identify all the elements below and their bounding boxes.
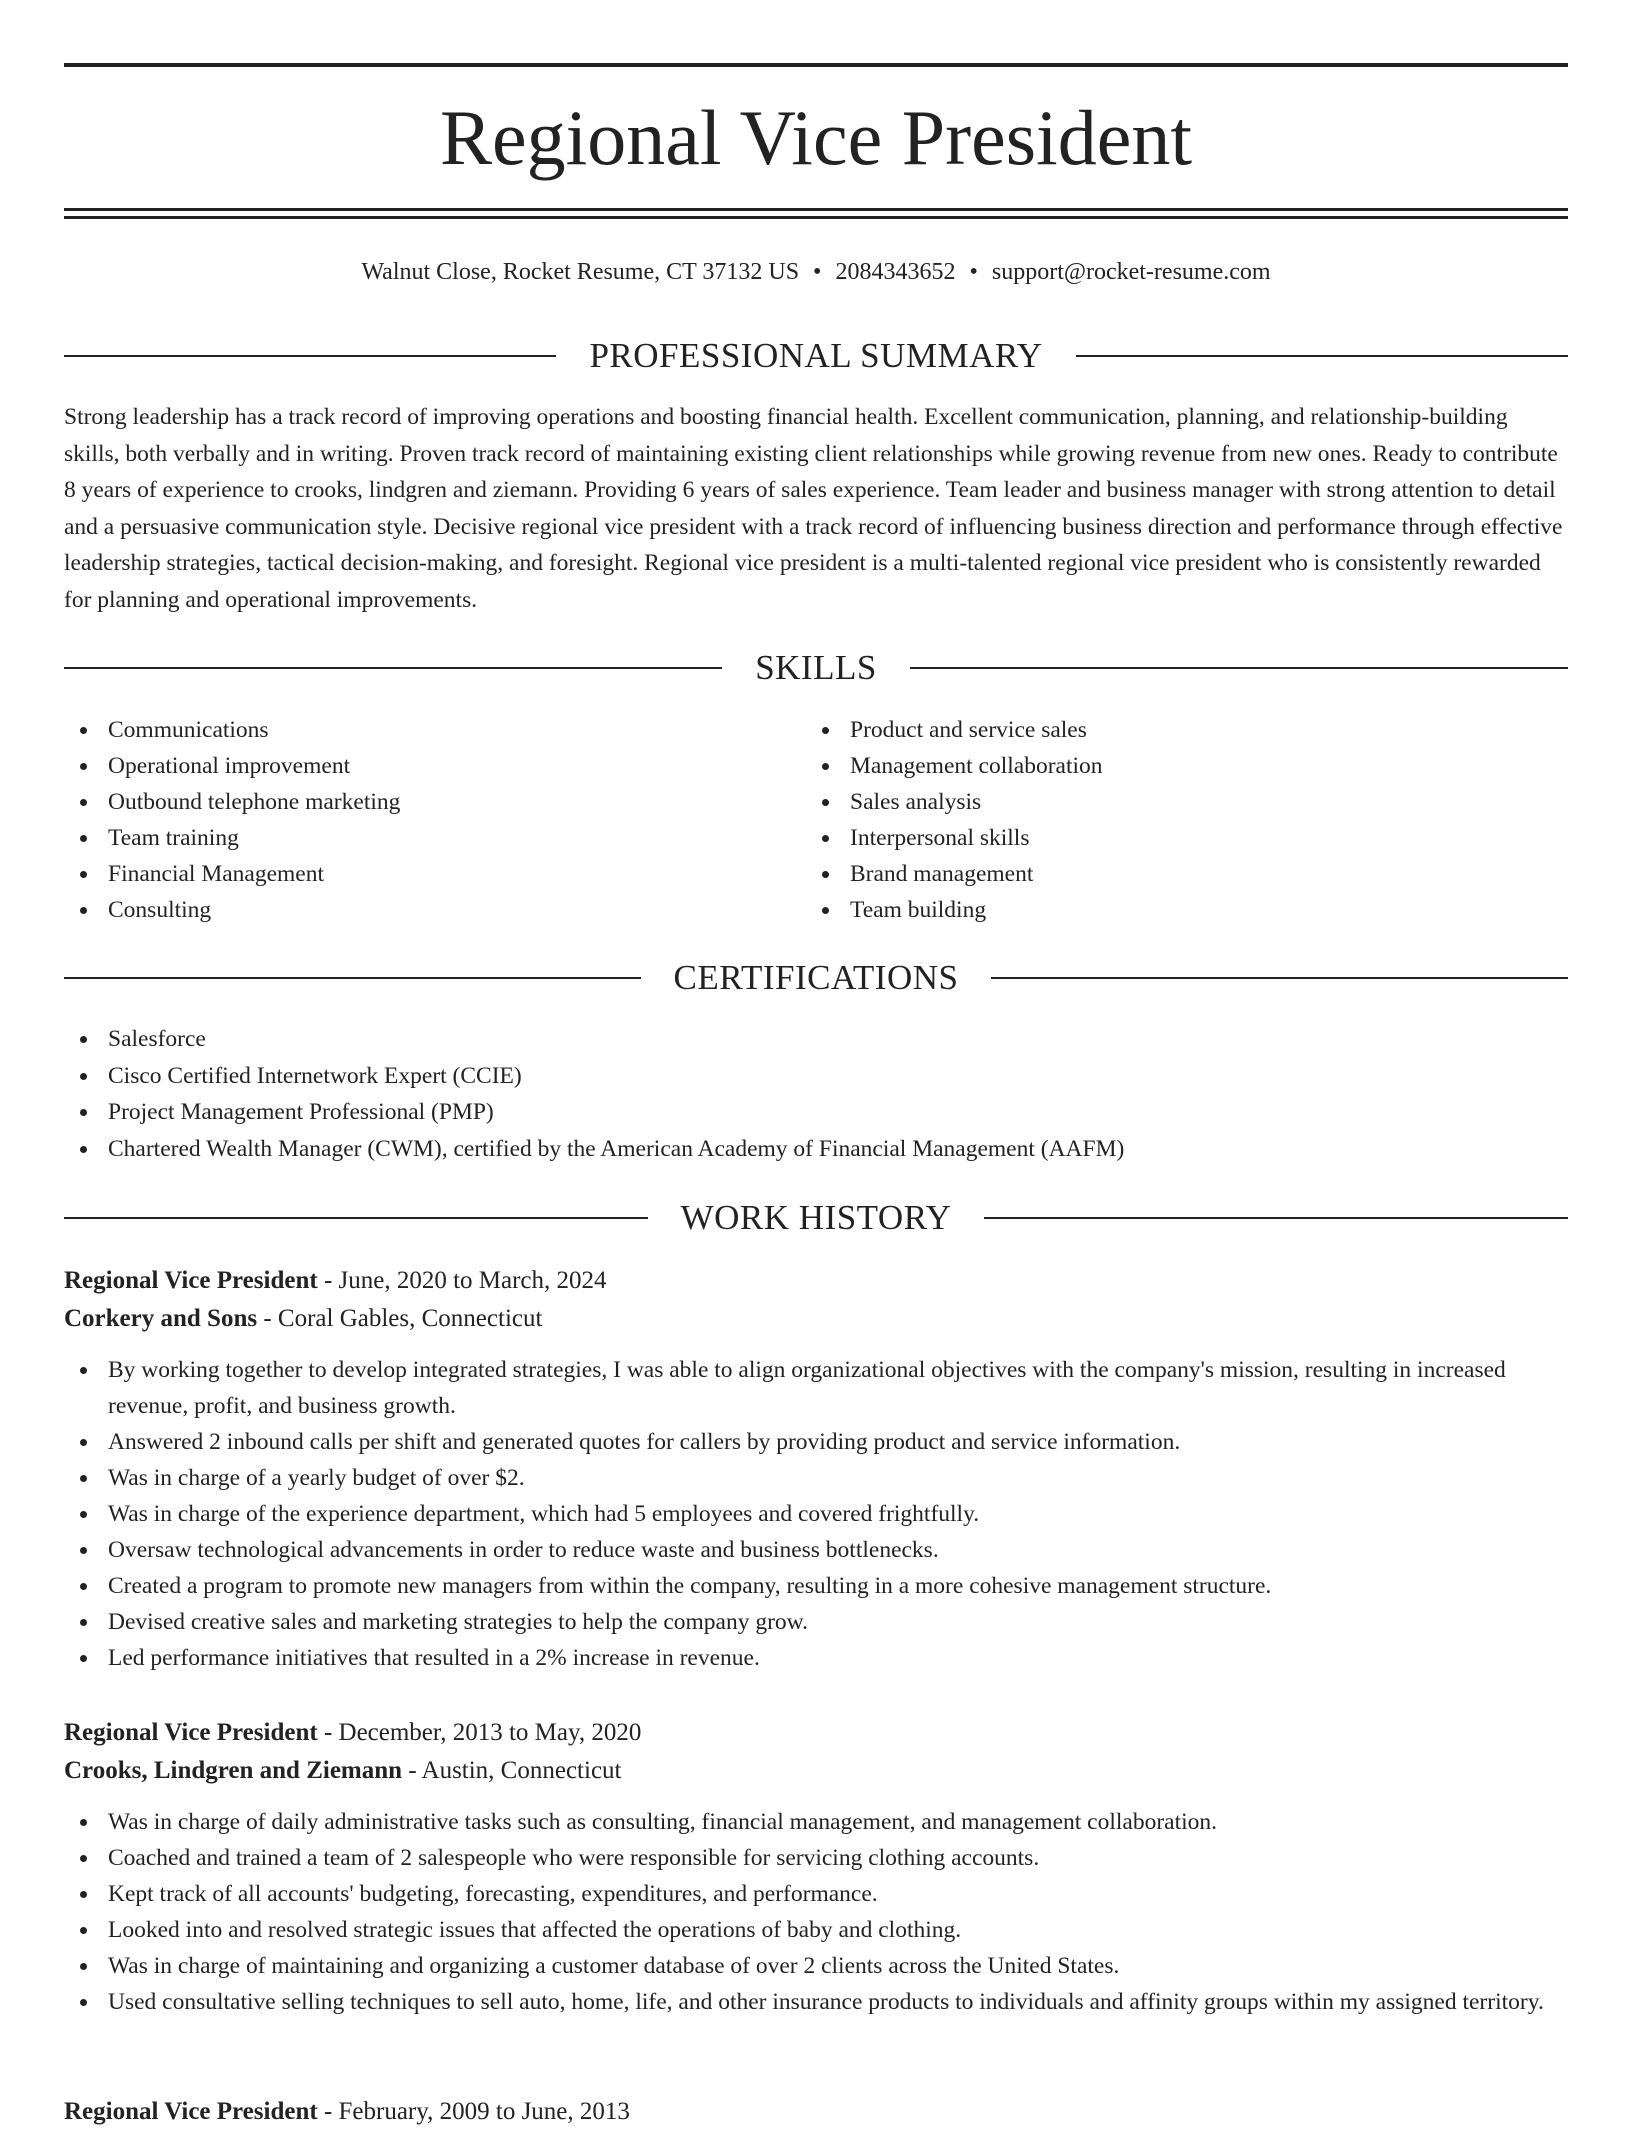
heading-rule <box>64 1217 648 1219</box>
job-company: Corkery and Sons <box>64 1305 258 1332</box>
skill-item: Team building <box>806 892 1506 928</box>
contact-separator: • <box>969 259 978 285</box>
heading-rule <box>64 977 641 979</box>
title-rule-upper <box>64 208 1568 211</box>
job-location: - Coral Gables, Connecticut <box>257 1305 543 1332</box>
resume-title: Regional Vice President <box>439 94 1193 181</box>
top-rule <box>64 63 1568 67</box>
job-bullet: Was in charge of a yearly budget of over $2. <box>64 1460 1568 1496</box>
job-entry <box>64 1262 1568 1676</box>
job-dates: - February, 2009 to June, 2013 <box>317 2098 630 2125</box>
job-bullet: By working together to develop integrated strategies, I was able to align organizational objectives with the company's mission, resulting in increased revenue, profit, and business growth. <box>64 1352 1568 1424</box>
contact-address: Walnut Close, Rocket Resume, CT 37132 US <box>361 259 800 285</box>
skill-item: Operational improvement <box>64 748 764 784</box>
job-company-line <box>64 1300 1568 1338</box>
title-rule-lower <box>64 216 1568 219</box>
job-entry <box>64 2093 1568 2131</box>
skill-item: Outbound telephone marketing <box>64 784 764 820</box>
job-bullet: Led performance initiatives that resulted in a 2% increase in revenue. <box>64 1640 1568 1676</box>
work-history-heading-text: WORK HISTORY <box>680 1198 952 1237</box>
job-title: Regional Vice President <box>64 2098 318 2125</box>
job-company: Crooks, Lindgren and Ziemann <box>64 1757 403 1784</box>
job-bullet: Was in charge of daily administrative tasks such as consulting, financial management, and management collaboration. <box>64 1804 1568 1840</box>
job-bullet: Was in charge of maintaining and organizing a customer database of over 2 clients across the United States. <box>64 1948 1568 1984</box>
skill-item: Sales analysis <box>806 784 1506 820</box>
skill-item: Product and service sales <box>806 712 1506 748</box>
job-bullet: Created a program to promote new managers from within the company, resulting in a more cohesive management structure. <box>64 1568 1568 1604</box>
certification-item: Project Management Professional (PMP) <box>64 1094 1568 1131</box>
skill-item: Consulting <box>64 892 764 928</box>
heading-rule <box>984 1217 1568 1219</box>
skills-heading-text: SKILLS <box>755 648 877 687</box>
job-title-line <box>64 2093 1568 2131</box>
job-bullet: Looked into and resolved strategic issues that affected the operations of baby and clothing. <box>64 1912 1568 1948</box>
contact-line <box>64 254 1568 290</box>
skill-item: Management collaboration <box>806 748 1506 784</box>
certifications-heading-text: CERTIFICATIONS <box>673 958 959 997</box>
certification-item: Cisco Certified Internetwork Expert (CCIE) <box>64 1058 1568 1095</box>
summary-heading <box>64 334 1568 378</box>
job-entry <box>64 1714 1568 2020</box>
summary-heading-text: PROFESSIONAL SUMMARY <box>589 336 1043 375</box>
job-title-line <box>64 1714 1568 1752</box>
certification-item: Chartered Wealth Manager (CWM), certified by the American Academy of Financial Management (AAFM) <box>64 1131 1568 1168</box>
skill-item: Interpersonal skills <box>806 820 1506 856</box>
contact-email: support@rocket-resume.com <box>991 259 1271 285</box>
heading-rule <box>64 667 722 669</box>
skill-item: Brand management <box>806 856 1506 892</box>
job-bullets <box>64 1804 1568 2020</box>
job-bullet: Was in charge of the experience department, which had 5 employees and covered frightfully. <box>64 1496 1568 1532</box>
job-dates: - June, 2020 to March, 2024 <box>317 1267 607 1294</box>
job-bullet: Devised creative sales and marketing strategies to help the company grow. <box>64 1604 1568 1640</box>
heading-rule <box>910 667 1568 669</box>
heading-rule <box>64 355 556 357</box>
heading-rule <box>991 977 1568 979</box>
job-title: Regional Vice President <box>64 1267 318 1294</box>
summary-text: Strong leadership has a track record of improving operations and boosting financial health. Excellent communication, planning, and relationship-building skills, both verbally and in writing. Proven track record of maintaining existing client relationships while growing revenue from new ones. Ready to contribute 8 years of experience to crooks, lindgren and ziemann. Providing 6 years of sales experience. Team leader and business manager with strong attention to detail and a persuasive communication style. Decisive regional vice president with a track record of influencing business direction and performance through effective leadership strategies, tactical decision-making, and foresight. Regional vice president is a multi-talented regional vice president who is consistently rewarded for planning and operational improvements. <box>64 404 1563 613</box>
contact-phone: 2084343652 <box>835 259 956 285</box>
job-company-line <box>64 1752 1568 1790</box>
job-title: Regional Vice President <box>64 1719 318 1746</box>
job-bullet: Kept track of all accounts' budgeting, forecasting, expenditures, and performance. <box>64 1876 1568 1912</box>
job-bullet: Answered 2 inbound calls per shift and generated quotes for callers by providing product and service information. <box>64 1424 1568 1460</box>
certification-item: Salesforce <box>64 1021 1568 1058</box>
job-location: - Austin, Connecticut <box>402 1757 622 1784</box>
skill-item: Financial Management <box>64 856 764 892</box>
job-bullet: Coached and trained a team of 2 salespeople who were responsible for servicing clothing accounts. <box>64 1840 1568 1876</box>
certifications-list <box>64 1021 1568 1167</box>
job-bullet: Oversaw technological advancements in order to reduce waste and business bottlenecks. <box>64 1532 1568 1568</box>
skills-list-left <box>64 712 764 928</box>
skills-heading <box>64 646 1568 690</box>
job-bullets <box>64 1352 1568 1676</box>
job-dates: - December, 2013 to May, 2020 <box>317 1719 642 1746</box>
skill-item: Communications <box>64 712 764 748</box>
job-title-line <box>64 1262 1568 1300</box>
skill-item: Team training <box>64 820 764 856</box>
heading-rule <box>1076 355 1568 357</box>
contact-separator: • <box>813 259 822 285</box>
certifications-heading <box>64 956 1568 1000</box>
skills-list-right <box>806 712 1506 928</box>
job-bullet: Used consultative selling techniques to sell auto, home, life, and other insurance products to individuals and affinity groups within my assigned territory. <box>64 1984 1568 2020</box>
work-history-heading <box>64 1196 1568 1240</box>
